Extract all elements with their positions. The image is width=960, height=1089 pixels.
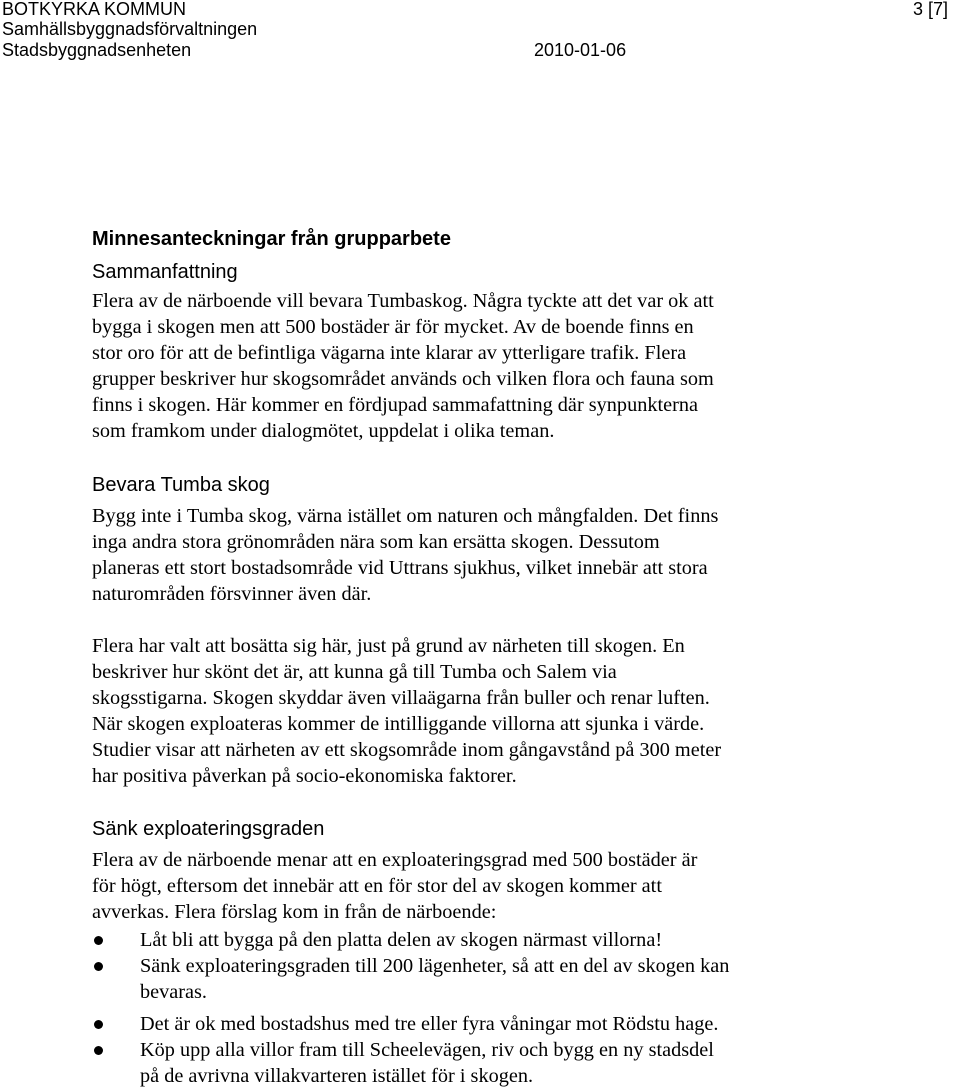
page-number: 3 [7] [912, 0, 948, 19]
list-item-text: bevaras. [140, 981, 208, 1003]
summary-line: Flera av de närboende vill bevara Tumbaskog. Några tyckte att det var ok att [92, 290, 714, 312]
unit-name: Stadsbyggnadsenheten [2, 40, 192, 60]
bullet-icon [94, 1020, 103, 1029]
preserve-line: inga andra stora grönområden nära som kan ersätta skogen. Dessutom [92, 531, 660, 553]
list-item-text: Det är ok med bostadshus med tre eller fyra våningar mot Rödstu hage. [140, 1013, 719, 1035]
proposal-list [92, 927, 942, 1089]
document-date: 2010-01-06 [534, 40, 627, 60]
preserve-paragraph-1 [92, 503, 942, 607]
summary-line: stor oro för att de befintliga vägarna inte klarar av ytterligare trafik. Flera [92, 342, 687, 364]
bullet-icon [94, 936, 103, 945]
preserve-line: skogsstigarna. Skogen skyddar även villaägarna från buller och renar luften. [92, 687, 710, 709]
density-heading: Sänk exploateringsgraden [92, 818, 325, 840]
preserve-line: När skogen exploateras kommer de intilliggande villorna att sjunka i värde. [92, 713, 705, 735]
summary-line: finns i skogen. Här kommer en fördjupad sammafattning där synpunkterna [92, 394, 699, 416]
preserve-line: Bygg inte i Tumba skog, värna istället om naturen och mångfalden. Det finns [92, 505, 719, 527]
organization-name: BOTKYRKA KOMMUN [2, 0, 187, 19]
summary-paragraph [92, 288, 942, 444]
preserve-line: naturområden försvinner även där. [92, 583, 372, 605]
preserve-paragraph-2 [92, 633, 942, 789]
summary-heading: Sammanfattning [92, 261, 238, 283]
bullet-icon [94, 962, 103, 971]
bullet-icon [94, 1046, 103, 1055]
density-line: för högt, eftersom det innebär att en för stor del av skogen kommer att [92, 875, 662, 897]
density-line: avverkas. Flera förslag kom in från de närboende: [92, 901, 497, 923]
preserve-line: beskriver hur skönt det är, att kunna gå till Tumba och Salem via [92, 661, 617, 683]
list-item [92, 927, 942, 953]
density-intro [92, 847, 942, 925]
preserve-line: planeras ett stort bostadsområde vid Uttrans sjukhus, vilket innebär att stora [92, 557, 708, 579]
document-title: Minnesanteckningar från grupparbete [92, 228, 451, 250]
list-item-text: Sänk exploateringsgraden till 200 lägenheter, så att en del av skogen kan [140, 955, 730, 977]
preserve-line: Studier visar att närheten av ett skogsområde inom gångavstånd på 300 meter [92, 739, 722, 761]
list-item-text: på de avrivna villakvarteren istället för i skogen. [140, 1065, 534, 1087]
list-item-text: Låt bli att bygga på den platta delen av skogen närmast villorna! [140, 929, 663, 951]
list-item [92, 953, 942, 1005]
summary-line: grupper beskriver hur skogsområdet används och vilken flora och fauna som [92, 368, 714, 390]
density-line: Flera av de närboende menar att en exploateringsgrad med 500 bostäder är [92, 849, 698, 871]
preserve-heading: Bevara Tumba skog [92, 474, 270, 496]
list-item-text: Köp upp alla villor fram till Scheelevägen, riv och bygg en ny stadsdel [140, 1039, 714, 1061]
list-item [92, 1037, 942, 1089]
department-name: Samhällsbyggnadsförvaltningen [2, 19, 258, 39]
preserve-line: Flera har valt att bosätta sig här, just på grund av närheten till skogen. En [92, 635, 685, 657]
preserve-line: har positiva påverkan på socio-ekonomiska faktorer. [92, 765, 517, 787]
summary-line: bygga i skogen men att 500 bostäder är för mycket. Av de boende finns en [92, 316, 694, 338]
list-item [92, 1011, 942, 1037]
summary-line: som framkom under dialogmötet, uppdelat i olika teman. [92, 420, 555, 442]
